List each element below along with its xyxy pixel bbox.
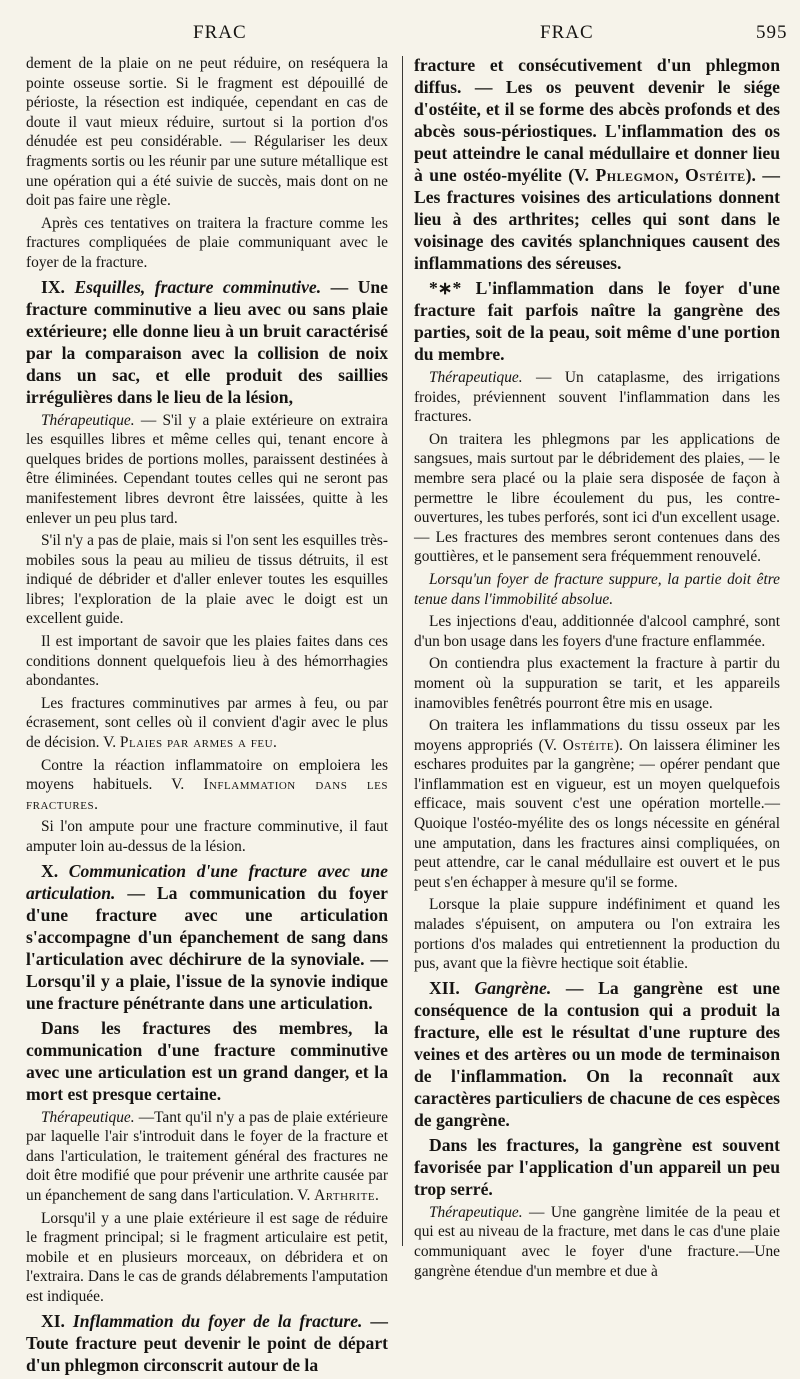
section-xii xyxy=(414,977,780,1131)
left-paragraph-5-text: Les fractures comminutives par armes à feu, ou par écrasement, sont celles où il convient d'agir avec le plus de décision. V. xyxy=(26,694,388,752)
therapeutique-xi xyxy=(414,368,780,427)
separator: , xyxy=(674,165,686,185)
section-xii-title: Gangrène. xyxy=(474,977,552,998)
right-paragraph-6: On contiendra plus exactement la fracture à partir du moment où la suppuration se tarit, et les appareils inamovibles fenêtrés pourront être mis en usage. xyxy=(414,655,780,712)
left-paragraph-6-text: Contre la réaction inflammatoire on emploiera les moyens habituels. V. xyxy=(26,756,388,794)
section-ix xyxy=(26,276,388,408)
cross-reference: Ostéite xyxy=(685,165,746,185)
right-paragraph-2 xyxy=(414,277,780,365)
header-center-word: FRAC xyxy=(540,22,594,43)
column-divider xyxy=(402,56,403,1246)
right-paragraph-1-text: fracture et consécutivement d'un phlegmon diffus. — Les os peuvent devenir le siége d'ostéite, et il se forme des abcès profonds et des abcès sous-périostiques. L'inflammation des os peut atteindre le canal médullaire et donner lieu à une ostéo-myélite (V. xyxy=(414,55,780,185)
left-paragraph-2: Après ces tentatives on traitera la fracture comme les fractures compliquées de plaie communiquant avec le foyer de la fracture. xyxy=(26,214,388,271)
left-paragraph-1: dement de la plaie on ne peut réduire, on reséquera la pointe osseuse sortie. Si le fragment est dépouillé de périoste, la résection est indiquée, cependant en cas de doute il vaut mieux réduire, surtout si la portion d'os dénudée est peu considérable. — Régulariser les deux fragments sortis ou les réunir par une suture métallique est une opération qui a été suivie de succès, mais dont on ne doit pas faire une règle. xyxy=(26,55,388,210)
section-xi-body: — Toute fracture peut devenir le point de départ d'un phlegmon circonscrit autour de la xyxy=(26,1310,388,1375)
therapeutique-label: Thérapeutique. xyxy=(41,1108,135,1126)
cross-reference: Arthrite. xyxy=(314,1186,380,1204)
left-paragraph-5 xyxy=(26,694,388,753)
therapeutique-xi-body: — Un cataplasme, des irrigations froides, préviennent souvent l'inflammation dans les fractures. xyxy=(414,369,780,426)
therapeutique-label: Thérapeutique. xyxy=(41,411,135,429)
cross-reference: Phlegmon xyxy=(595,165,675,185)
therapeutique-ix xyxy=(26,411,388,529)
right-paragraph-3: On traitera les phlegmons par les applications de sangsues, mais surtout par le débridement des plaies, — le membre sera placé ou la plaie sera disposée de façon à permettre le libre écoulement du pus, les contre-ouvertures, les tubes perforés, sont ici d'un excellent usage. — Les fractures des membres seront contenues dans des gouttières, et le pansement sera fréquemment renouvelé. xyxy=(414,430,780,566)
cross-reference: Plaies par armes a feu. xyxy=(119,734,278,752)
header-left-word: FRAC xyxy=(193,22,247,43)
right-column xyxy=(414,54,780,1284)
asterism-mark: *∗* xyxy=(429,278,476,298)
section-xi xyxy=(26,1310,388,1376)
left-column xyxy=(26,54,388,1379)
therapeutique-xii xyxy=(414,1203,780,1281)
right-paragraph-5: Les injections d'eau, additionnée d'alcool camphré, sont d'un bon usage dans les foyers d'une fracture enflammée. xyxy=(414,613,780,650)
right-paragraph-1 xyxy=(414,54,780,274)
right-paragraph-8: Lorsque la plaie suppure indéfiniment et quand les malades s'épuisent, on amputera ou l'on extraira les portions d'os malades qui entretiennent la production du pus, avant que la fièvre hectique soit établie. xyxy=(414,896,780,973)
section-x xyxy=(26,860,388,1014)
left-paragraph-7: Si l'on ampute pour une fracture comminutive, il faut amputer loin au-dessus de la lésion. xyxy=(26,818,388,855)
page-number: 595 xyxy=(756,22,788,43)
therapeutique-label: Thérapeutique. xyxy=(429,369,523,386)
section-xii-number: XII. xyxy=(429,977,460,998)
therapeutique-label: Thérapeutique. xyxy=(429,1203,523,1221)
cross-reference: Inflammation dans les fractures. xyxy=(26,776,388,813)
right-paragraph-2-text: L'inflammation dans le foyer d'une fracture fait parfois naître la gangrène des parties, soit de la peau, soit même d'une portion du membre. xyxy=(414,278,780,364)
right-paragraph-9: Dans les fractures, la gangrène est souvent favorisée par l'application d'un appareil un peu trop serré. xyxy=(414,1134,780,1199)
section-xii-body: — La gangrène est une conséquence de la contusion qui a produit la fracture, elle est le résultat d'une rupture des veines et des artères ou un mode de terminaison de l'inflammation. On la reconnaît aux caractères particuliers de chacune de ces espèces de gangrène. xyxy=(414,977,780,1130)
right-paragraph-4: Lorsqu'un foyer de fracture suppure, la partie doit être tenue dans l'immobilité absolue. xyxy=(414,570,780,608)
right-paragraph-7-text-end: ). On laissera éliminer les eschares produites par la gangrène; — opérer pendant que l'inflammation est en vigueur, est un moyen quelquefois efficace, mais souvent c'est une opération mortelle.—Quoique l'ostéo-myélite des os longs nécessite en général une amputation, dans les fractures ainsi compliquées, on peut attendre, car le canal médullaire est ouvert et le pus peut s'en échapper à mesure qu'il se forme. xyxy=(414,736,781,891)
section-ix-body: — Une fracture comminutive a lieu avec ou sans plaie extérieure; elle donne lieu à un bruit caractérisé par la comparaison avec la collision de noix dans un sac, et elle produit des saillies irrégulières dans le lieu de la lésion, xyxy=(26,276,388,407)
cross-reference: Ostéite xyxy=(562,736,614,754)
right-paragraph-7 xyxy=(414,716,780,892)
therapeutique-x-body: —Tant qu'il n'y a pas de plaie extérieure par laquelle l'air s'introduit dans le foyer de la fracture et dans l'articulation, le traitement général des fractures ne doit être modifié que pour prévenir une arthrite causée par un épanchement de sang dans l'articulation. V. xyxy=(26,1108,388,1204)
section-xi-title: Inflammation du foyer de la fracture. xyxy=(72,1310,363,1331)
running-header xyxy=(0,22,800,50)
section-xi-number: XI. xyxy=(41,1310,65,1331)
right-paragraph-7-text: On traitera les inflammations du tissu osseux par les moyens appropriés (V. xyxy=(414,717,780,754)
left-paragraph-4: Il est important de savoir que les plaies faites dans ces conditions donnent quelquefois lieu à des hémorrhagies abondantes. xyxy=(26,633,388,690)
section-x-body: — La communication du foyer d'une fracture avec une articulation s'accompagne d'un épanchement de sang dans l'articulation avec déchirure de la synoviale. — Lorsqu'il y a plaie, l'issue de la synovie indique une fracture pénétrante dans une articulation. xyxy=(26,882,388,1013)
right-paragraph-1-text-end: ). — Les fractures voisines des articulations donnent lieu à des arthrites; celles qui sont dans le voisinage des cavités splanchniques causent des inflammations des séreuses. xyxy=(414,165,781,273)
therapeutique-x xyxy=(26,1108,388,1206)
section-ix-number: IX. xyxy=(41,276,65,297)
left-paragraph-8: Dans les fractures des membres, la communication d'une fracture comminutive avec une articulation est un grand danger, et la mort est presque certaine. xyxy=(26,1017,388,1104)
section-x-number: X. xyxy=(41,860,59,881)
left-paragraph-3: S'il n'y a pas de plaie, mais si l'on sent les esquilles très-mobiles sous la peau au milieu de tissus détruits, il est indiqué de débrider et d'aller enlever toutes les esquilles libres; l'exploration de la plaie avec le doigt est un excellent guide. xyxy=(26,532,388,628)
section-x-title: Communication d'une fracture avec une articulation. xyxy=(26,860,388,903)
left-paragraph-9: Lorsqu'il y a une plaie extérieure il est sage de réduire le fragment principal; si le fragment articulaire est petit, mobile et en plusieurs morceaux, on débridera et on l'extraira. Dans le cas de grands délabrements l'amputation est indiquée. xyxy=(26,1209,388,1305)
section-ix-title: Esquilles, fracture comminutive. xyxy=(74,276,322,297)
therapeutique-xii-body: — Une gangrène limitée de la peau et qui est au niveau de la fracture, met dans le cas d'une plaie communiquant avec le foyer d'une fracture.—Une gangrène étendue d'un membre et due à xyxy=(414,1203,780,1280)
therapeutique-ix-body: — S'il y a plaie extérieure on extraira les esquilles libres et même celles qui, tenant encore à quelques brides de portions molles, paraissent destinées à être éliminées. Cependant toutes celles qui ne seront pas manifestement libres devront être laissées, quitte à les enlever un peu plus tard. xyxy=(26,411,388,527)
left-paragraph-6 xyxy=(26,756,388,815)
